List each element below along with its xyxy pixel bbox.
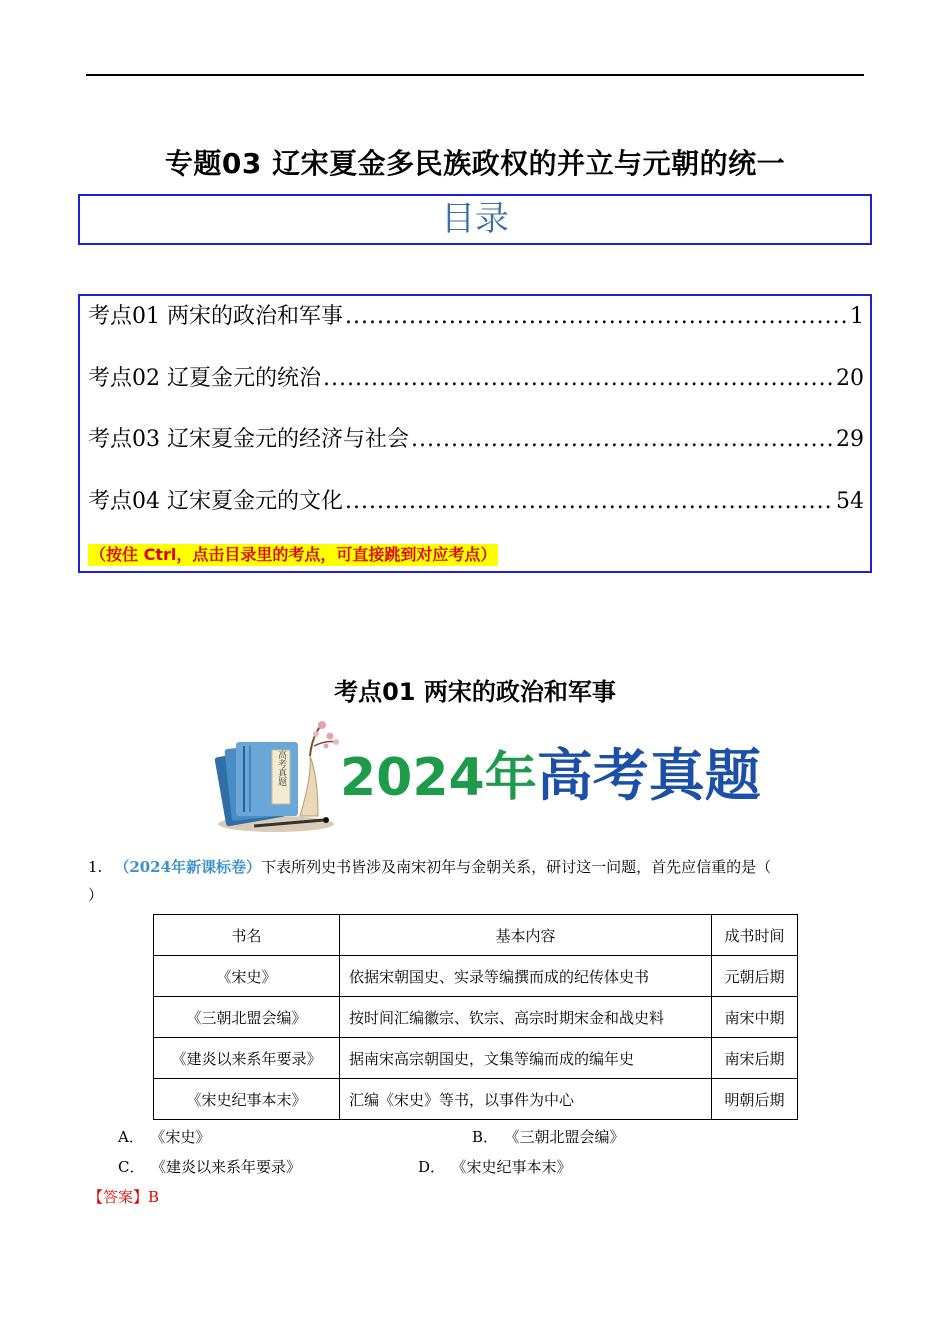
question-stem bbox=[88, 856, 848, 878]
toc-entry-label[interactable]: 考点03 辽宋夏金元的经济与社会 bbox=[88, 427, 409, 452]
toc-heading: 目录 bbox=[441, 199, 509, 239]
toc-leader-dots bbox=[323, 363, 834, 395]
table-row bbox=[154, 1038, 798, 1079]
question-text: 下表所列史书皆涉及南宋初年与金朝关系，研讨这一问题，首先应信重的是（ bbox=[261, 858, 772, 876]
toc-heading-box bbox=[78, 194, 872, 245]
option-key: A． bbox=[118, 1128, 144, 1146]
option-text: 《宋史纪事本末》 bbox=[459, 1158, 572, 1176]
option-text: 《三朝北盟会编》 bbox=[512, 1128, 625, 1146]
table-header-cell: 书名 bbox=[154, 915, 340, 956]
toc-entry-2[interactable] bbox=[88, 363, 864, 395]
question-text-end: ） bbox=[88, 886, 104, 904]
table-cell: 按时间汇编徽宗、钦宗、高宗时期宋金和战史料 bbox=[340, 997, 712, 1038]
table-row bbox=[154, 997, 798, 1038]
toc-entry-page: 54 bbox=[836, 489, 864, 514]
toc-entry-page: 29 bbox=[836, 427, 864, 452]
document-title: 专题03 辽宋夏金多民族政权的并立与元朝的统一 bbox=[164, 147, 786, 180]
option-text: 《宋史》 bbox=[157, 1128, 211, 1146]
option-a[interactable] bbox=[118, 1126, 210, 1148]
gaokao-banner bbox=[214, 716, 761, 834]
table-cell: 《建炎以来系年要录》 bbox=[154, 1038, 340, 1079]
table-cell: 明朝后期 bbox=[712, 1079, 798, 1120]
table-cell: 汇编《宋史》等书，以事件为中心 bbox=[340, 1079, 712, 1120]
section-title: 考点01 两宋的政治和军事 bbox=[334, 678, 616, 706]
table-cell: 据南宋高宗朝国史，文集等编而成的编年史 bbox=[340, 1038, 712, 1079]
toc-entry-3[interactable] bbox=[88, 424, 864, 456]
toc-entry-page: 1 bbox=[850, 304, 864, 329]
question-table bbox=[153, 914, 798, 1120]
option-d[interactable] bbox=[418, 1156, 572, 1178]
table-header-cell: 基本内容 bbox=[340, 915, 712, 956]
option-b[interactable] bbox=[472, 1126, 625, 1148]
table-cell: 《宋史纪事本末》 bbox=[154, 1079, 340, 1120]
toc-entry-label[interactable]: 考点04 辽宋夏金元的文化 bbox=[88, 489, 343, 514]
toc-entry-label[interactable]: 考点02 辽夏金元的统治 bbox=[88, 366, 321, 391]
answer-label: 【答案】 bbox=[88, 1188, 149, 1206]
table-cell: 依据宋朝国史、实录等编撰而成的纪传体史书 bbox=[340, 956, 712, 997]
header-rule bbox=[86, 74, 864, 76]
option-key: C． bbox=[118, 1158, 145, 1176]
table-row bbox=[154, 956, 798, 997]
answer-value: B bbox=[148, 1188, 160, 1206]
table-cell: 元朝后期 bbox=[712, 956, 798, 997]
books-icon bbox=[214, 716, 344, 834]
table-cell: 《三朝北盟会编》 bbox=[154, 997, 340, 1038]
option-key: B． bbox=[472, 1128, 499, 1146]
table-of-contents bbox=[78, 294, 872, 573]
table-header-row bbox=[154, 915, 798, 956]
option-text: 《建炎以来系年要录》 bbox=[158, 1158, 301, 1176]
table-cell: 南宋后期 bbox=[712, 1038, 798, 1079]
answer bbox=[88, 1186, 159, 1208]
banner-year: 2024年 bbox=[340, 748, 537, 808]
table-header-cell: 成书时间 bbox=[712, 915, 798, 956]
toc-leader-dots bbox=[345, 301, 848, 333]
banner-title bbox=[340, 742, 761, 812]
option-key: D． bbox=[418, 1158, 446, 1176]
banner-main-text: 高考真题 bbox=[536, 744, 761, 809]
option-c[interactable] bbox=[118, 1156, 301, 1178]
question-number: 1. bbox=[88, 858, 103, 876]
table-cell: 南宋中期 bbox=[712, 997, 798, 1038]
toc-entry-page: 20 bbox=[836, 366, 864, 391]
question-source: （2024年新课标卷） bbox=[114, 858, 262, 876]
toc-hint: （按住 Ctrl，点击目录里的考点，可直接跳到对应考点） bbox=[90, 545, 497, 564]
toc-entry-label[interactable]: 考点01 两宋的政治和军事 bbox=[88, 304, 343, 329]
toc-entry-4[interactable] bbox=[88, 486, 864, 518]
toc-entry-1[interactable] bbox=[88, 301, 864, 333]
toc-leader-dots bbox=[345, 486, 834, 518]
svg-text:高考真题: 高考真题 bbox=[276, 750, 286, 786]
toc-leader-dots bbox=[411, 424, 834, 456]
table-row bbox=[154, 1079, 798, 1120]
table-cell: 《宋史》 bbox=[154, 956, 340, 997]
